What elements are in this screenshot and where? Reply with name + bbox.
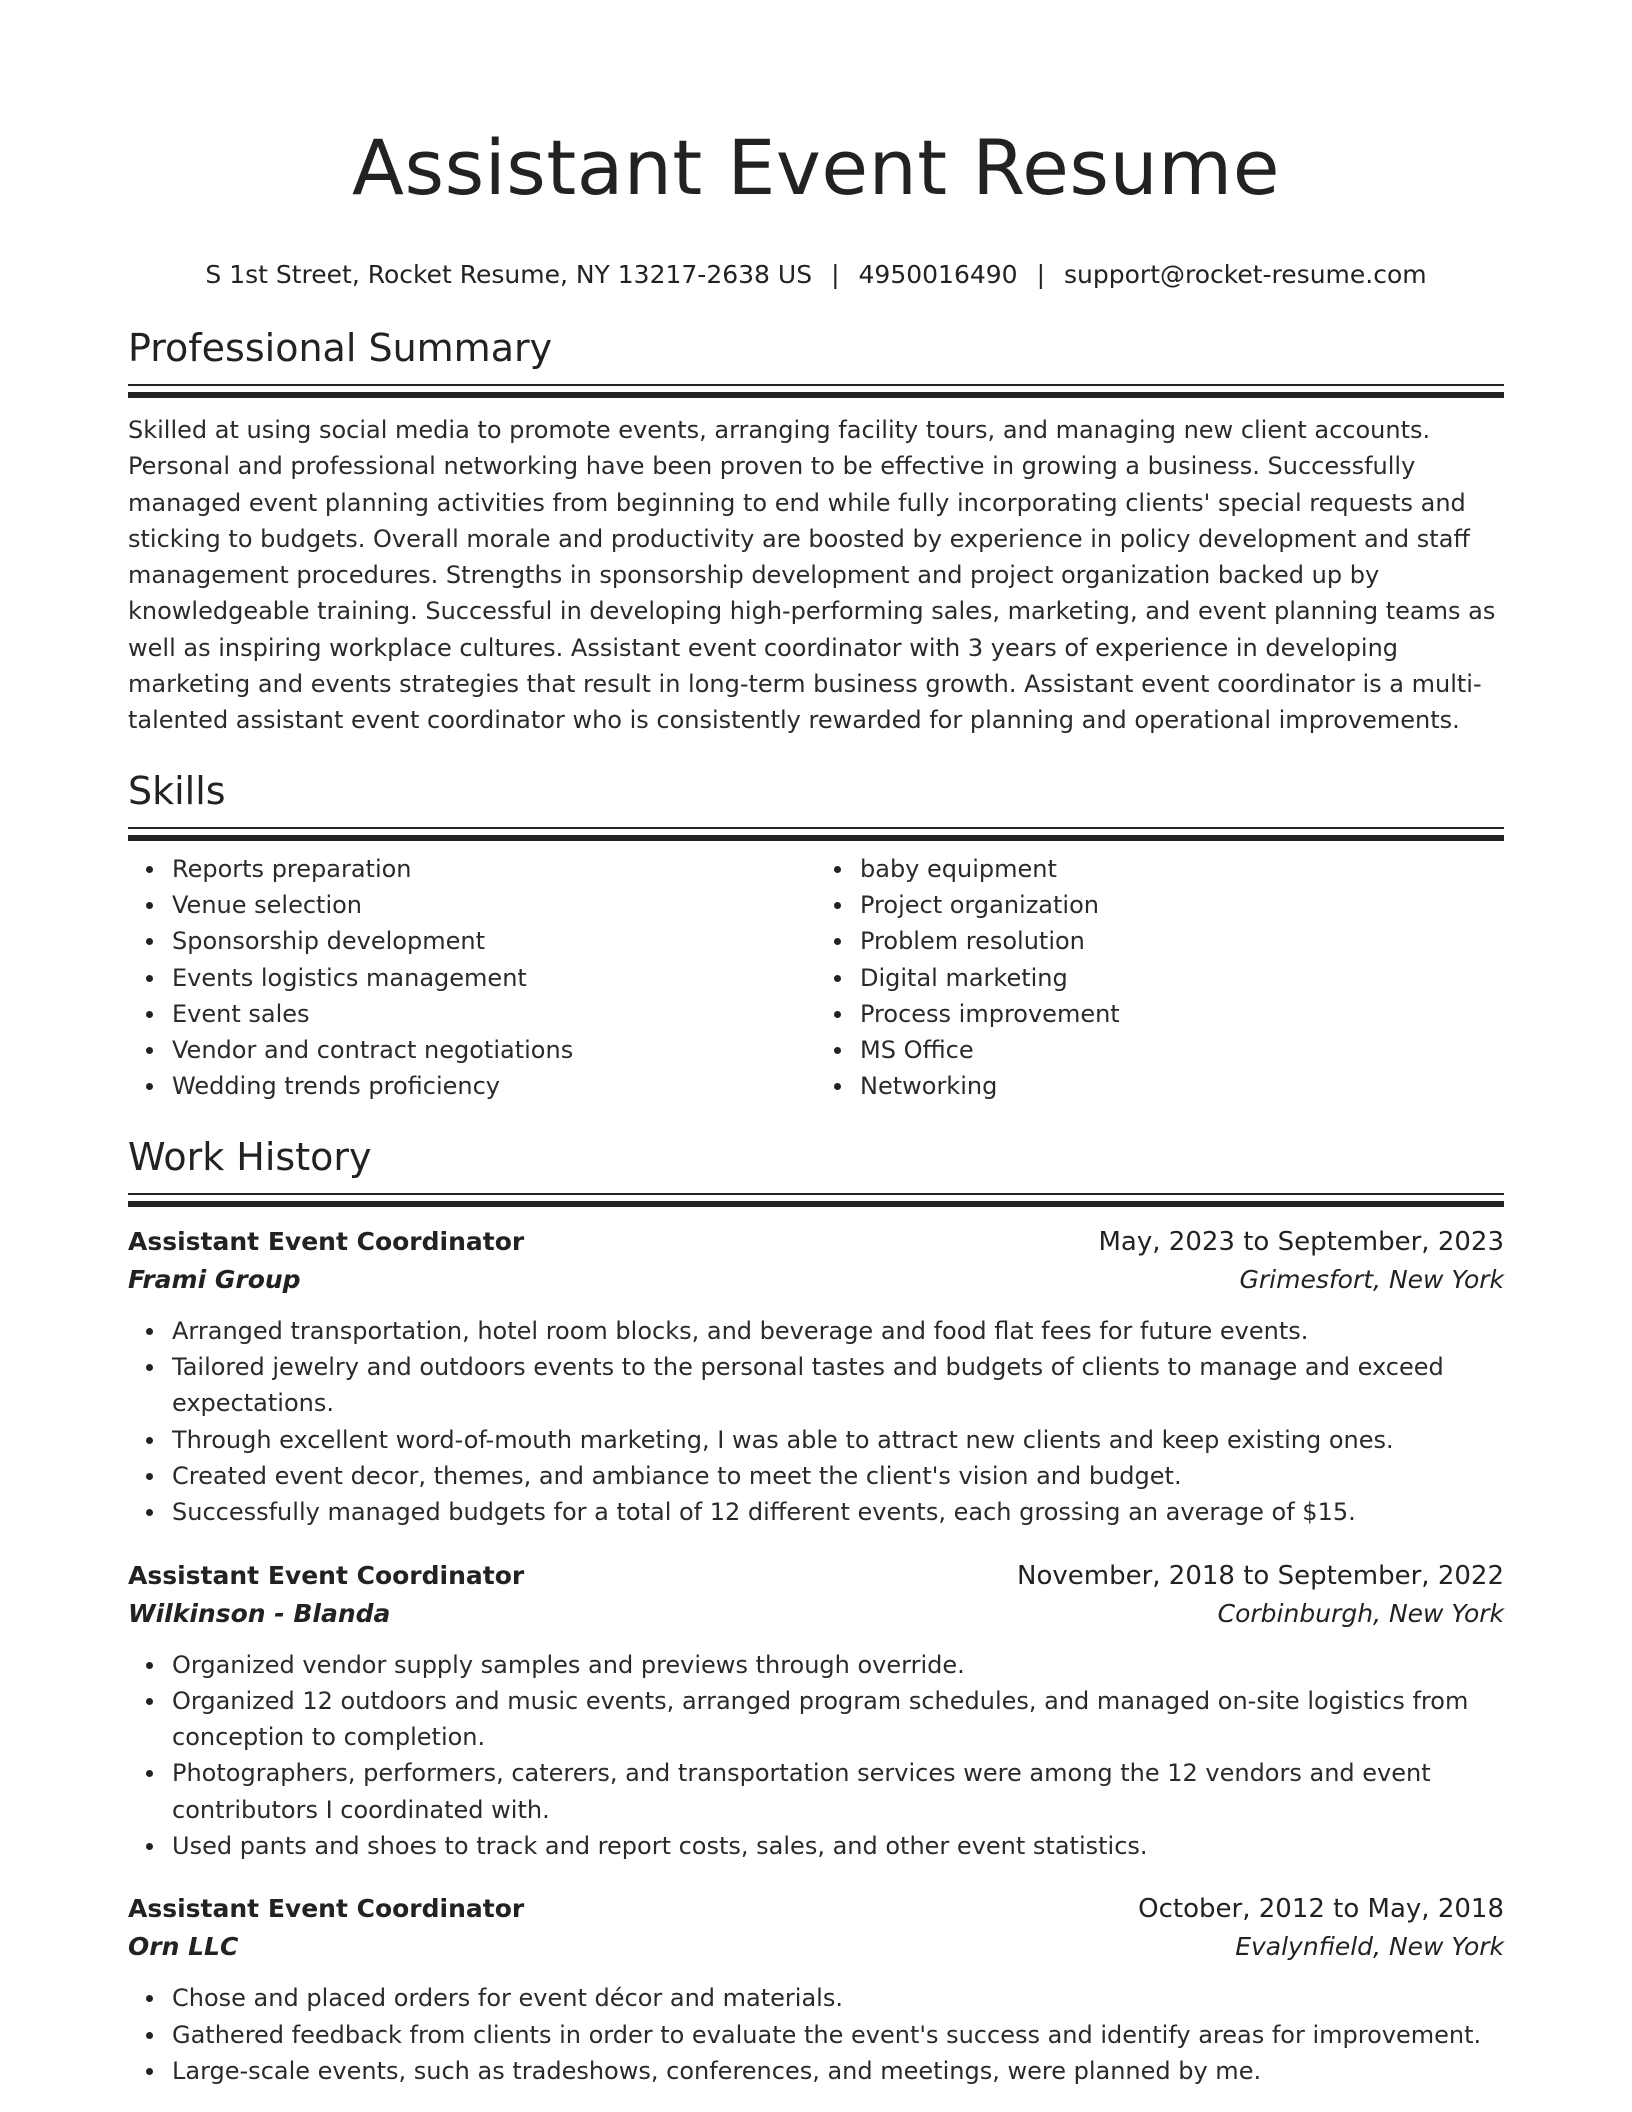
job-company: Frami Group (128, 1264, 301, 1294)
job-bullet: Organized vendor supply samples and previews through override. (172, 1647, 1504, 1683)
job-location: Corbinburgh, New York (1217, 1598, 1504, 1628)
section-divider (128, 1193, 1504, 1207)
job-header-row (128, 1890, 1504, 1928)
job-bullet: Successfully managed budgets for a total of 12 different events, each grossing an average of $15. (172, 1494, 1504, 1530)
summary-text: Skilled at using social media to promote events, arranging facility tours, and managing new client accounts. Personal and professional networking have been proven to be effective in growing a business. Successfully managed event planning activities from beginning to end while fully incorporating clients' special requests and sticking to budgets. Overall morale and productivity are boosted by experience in policy development and staff management procedures. Strengths in sponsorship development and project organization backed up by knowledgeable training. Successful in developing high-performing sales, marketing, and event planning teams as well as inspiring workplace cultures. Assistant event coordinator with 3 years of experience in developing marketing and events strategies that result in long-term business growth. Assistant event coordinator is a multi-talented assistant event coordinator who is consistently rewarded for planning and operational improvements. (128, 416, 1496, 735)
contact-line (128, 258, 1504, 292)
job-subheader-row (128, 1595, 1504, 1633)
skill-item: MS Office (860, 1032, 1504, 1068)
section-divider (128, 384, 1504, 398)
job-bullet: Gathered feedback from clients in order to evaluate the event's success and identify areas for improvement. (172, 2017, 1504, 2053)
skill-item: Vendor and contract negotiations (172, 1032, 816, 1068)
job-entry (128, 1223, 1504, 1531)
job-bullet: Chose and placed orders for event décor and materials. (172, 1980, 1504, 2016)
skill-item: Process improvement (860, 996, 1504, 1032)
skill-item: Problem resolution (860, 923, 1504, 959)
job-title: Assistant Event Coordinator (128, 1560, 525, 1590)
skill-item: baby equipment (860, 851, 1504, 887)
resume-title: Assistant Event Resume (352, 123, 1280, 212)
work-history-heading: Work History (128, 1134, 372, 1179)
skills-grid (128, 851, 1504, 1105)
contact-separator: | (831, 260, 840, 289)
summary-section (128, 322, 1504, 739)
job-bullet: Created event decor, themes, and ambiance to meet the client's vision and budget. (172, 1458, 1504, 1494)
job-location: Evalynfield, New York (1235, 1932, 1504, 1962)
job-header-row (128, 1223, 1504, 1261)
job-company: Wilkinson - Blanda (128, 1598, 391, 1628)
skill-item: Reports preparation (172, 851, 816, 887)
job-bullet: Photographers, performers, caterers, and transportation services were among the 12 vendors and event contributors I coordinated with. (172, 1755, 1504, 1828)
job-dates: November, 2018 to September, 2022 (1017, 1560, 1504, 1591)
skills-section (128, 765, 1504, 1105)
job-bullet: Tailored jewelry and outdoors events to the personal tastes and budgets of clients to manage and exceed expectations. (172, 1349, 1504, 1422)
skill-item: Project organization (860, 887, 1504, 923)
skill-item: Wedding trends proficiency (172, 1068, 816, 1104)
contact-email: support@rocket-resume.com (1064, 260, 1427, 289)
job-dates: May, 2023 to September, 2023 (1098, 1226, 1504, 1257)
job-bullet: Arranged transportation, hotel room blocks, and beverage and food flat fees for future events. (172, 1313, 1504, 1349)
job-header-row (128, 1557, 1504, 1595)
skills-list-right (816, 851, 1504, 1105)
job-dates: October, 2012 to May, 2018 (1138, 1894, 1504, 1925)
skill-item: Digital marketing (860, 960, 1504, 996)
job-title: Assistant Event Coordinator (128, 1894, 525, 1924)
job-company: Orn LLC (128, 1932, 239, 1962)
skills-list-left (128, 851, 816, 1105)
job-bullet: Used pants and shoes to track and report costs, sales, and other event statistics. (172, 1828, 1504, 1864)
contact-phone: 4950016490 (858, 260, 1018, 289)
skill-item: Events logistics management (172, 960, 816, 996)
summary-heading: Professional Summary (128, 326, 553, 370)
job-location: Grimesfort, New York (1239, 1264, 1504, 1294)
job-bullet: Large-scale events, such as tradeshows, conferences, and meetings, were planned by me. (172, 2053, 1504, 2089)
job-bullets (128, 1647, 1504, 1865)
job-bullets (128, 1313, 1504, 1531)
job-bullets (128, 1980, 1504, 2089)
skill-item: Networking (860, 1068, 1504, 1104)
work-history-section (128, 1131, 1504, 2089)
skill-item: Venue selection (172, 887, 816, 923)
job-subheader-row (128, 1261, 1504, 1299)
job-bullet: Organized 12 outdoors and music events, arranged program schedules, and managed on-site logistics from conception to completion. (172, 1683, 1504, 1756)
job-entry (128, 1557, 1504, 1865)
skills-heading: Skills (128, 768, 226, 813)
contact-separator: | (1036, 260, 1046, 289)
job-title: Assistant Event Coordinator (128, 1226, 525, 1256)
job-subheader-row (128, 1928, 1504, 1966)
job-bullet: Through excellent word-of-mouth marketing, I was able to attract new clients and keep existing ones. (172, 1422, 1504, 1458)
contact-address: S 1st Street, Rocket Resume, NY 13217-2638 US (205, 260, 813, 289)
skill-item: Sponsorship development (172, 923, 816, 959)
skill-item: Event sales (172, 996, 816, 1032)
job-entry (128, 1890, 1504, 2089)
section-divider (128, 827, 1504, 841)
